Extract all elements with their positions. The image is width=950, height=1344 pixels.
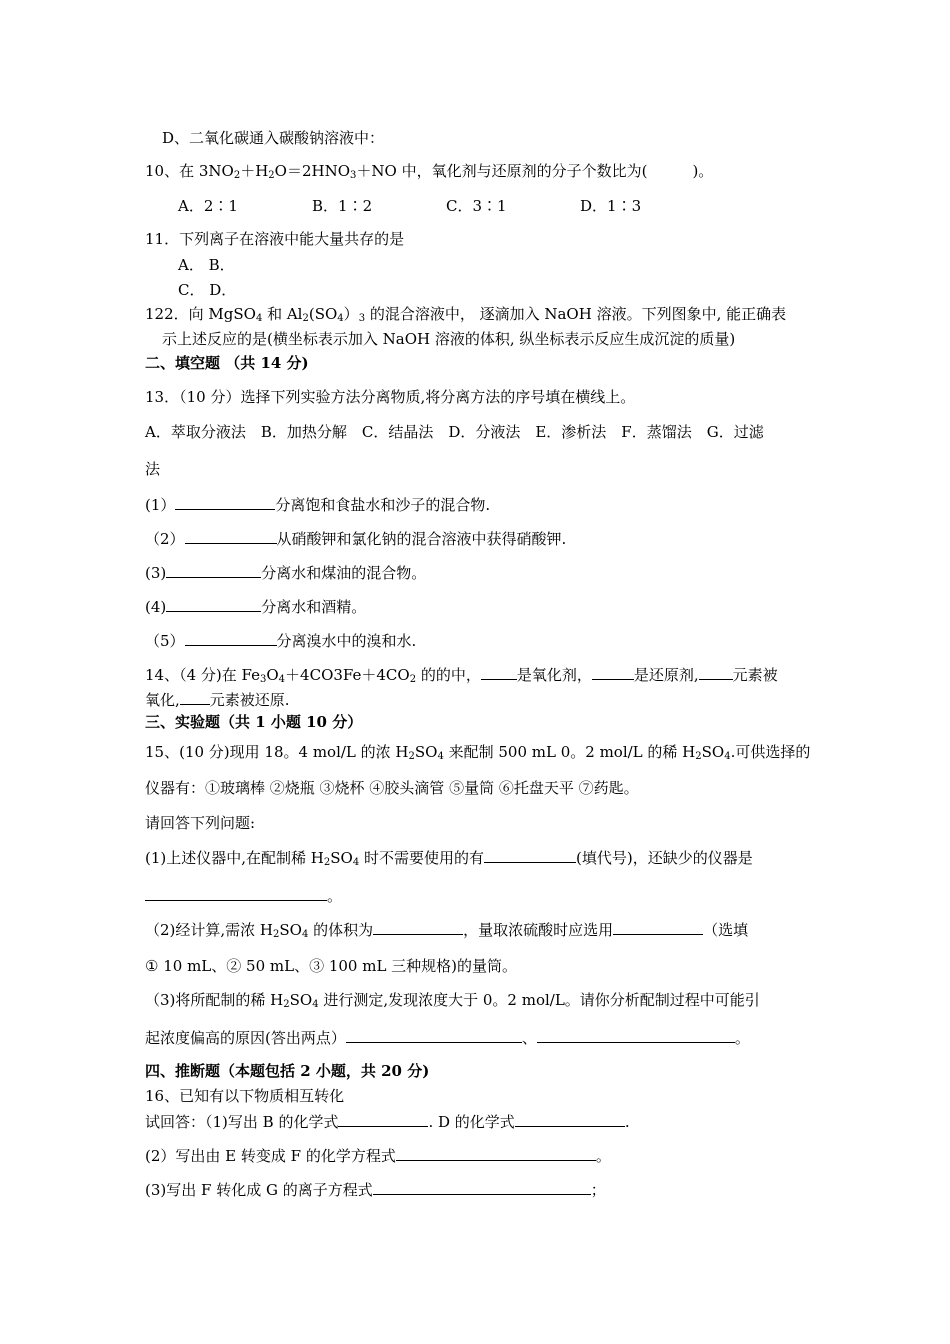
q15-p2-text-2: SO — [279, 921, 302, 939]
q15-text-3: 来配制 500 mL 0。2 mol/L 的稀 H — [443, 743, 696, 761]
q16-text-5: 。 — [595, 1147, 611, 1165]
q14-text-1: 14、（4 分)在 Fe — [145, 666, 260, 684]
q14-text-4: 的的中， — [416, 666, 481, 684]
q14-oxidized-element-blank[interactable] — [699, 664, 733, 680]
q15-p3-text-6: 。 — [734, 1029, 750, 1047]
q12-text-3: (SO — [308, 305, 338, 323]
q12-text-1: 122．向 MgSO — [145, 305, 256, 323]
q13-item-2-text: 从硝酸钾和氯化钠的混合溶液中获得硝酸钾. — [276, 530, 567, 548]
q13-answer-blank-2[interactable] — [185, 528, 277, 544]
q10-option-a: A．2∶1 — [178, 197, 238, 215]
q13-item-2-num: （2） — [145, 530, 185, 548]
q12-sub-1: 4 — [255, 313, 263, 324]
q14-text-6: 是还原剂, — [633, 666, 699, 684]
q10-text-4: ＋NO 中，氧化剂与还原剂的分子个数比为( )。 — [356, 162, 714, 180]
q14-sub-3: 2 — [409, 674, 417, 685]
q14-text-9: 元素被还原. — [209, 691, 290, 709]
q15-p1-text-3: 时不需要使用的有 — [359, 849, 484, 867]
q15-part1-line2 — [145, 885, 342, 906]
q14-text-5: 是氧化剂， — [516, 666, 592, 684]
q16-text-3: . — [624, 1113, 630, 1131]
q16-formula-d-blank[interactable] — [515, 1111, 625, 1127]
q16-text-2: . D 的化学式 — [428, 1113, 515, 1131]
q15-p1-text-4: (填代号)，还缺少的仪器是 — [575, 849, 753, 867]
q13-answer-blank-4[interactable] — [166, 596, 261, 612]
q12-text-5: 的混合溶液中， 逐滴加入 NaOH 溶液。下列图象中, 能正确表 — [365, 305, 787, 323]
q15-part3 — [145, 990, 760, 1010]
q13-stem: 13．（10 分）选择下列实验方法分离物质,将分离方法的序号填在横线上。 — [145, 388, 636, 406]
q15-cylinder-blank[interactable] — [613, 919, 703, 935]
q12-sub-4: 3 — [358, 313, 366, 324]
q15-volume-blank[interactable] — [373, 919, 463, 935]
q10-text-3: O＝2HNO — [274, 162, 351, 180]
q15-sub-1: 2 — [408, 751, 415, 762]
q14-text-7: 元素被 — [732, 666, 778, 684]
q11-options-cd: C． D． — [178, 281, 237, 299]
q11-options-ab: A． B． — [178, 256, 235, 274]
q16-text-1: 试回答：（1)写出 B 的化学式 — [145, 1113, 339, 1131]
q16-text-7: ； — [590, 1181, 606, 1199]
q15-p3-text-2: SO — [289, 991, 313, 1009]
q15-text-5: .可供选择的 — [730, 743, 811, 761]
section-2-heading: 二、填空题 （共 14 分) — [145, 354, 309, 372]
q16-equation-ef-blank[interactable] — [396, 1145, 596, 1161]
q13-item-4-text: 分离水和酒精。 — [261, 598, 367, 616]
q12-stem-line2: 示上述反应的是(横坐标表示加入 NaOH 溶液的体积, 纵坐标表示反应生成沉淀的质量) — [162, 330, 736, 348]
q15-p2-sub-2: 4 — [301, 929, 309, 940]
q10-text-1: 10、在 3NO — [145, 162, 234, 180]
q12-stem — [145, 304, 786, 324]
q13-item-2 — [145, 528, 566, 549]
q15-p3-text-5: 、 — [521, 1029, 537, 1047]
q15-sub-4: 4 — [724, 751, 731, 762]
q15-stem-line2: 仪器有：①玻璃棒 ②烧瓶 ③烧杯 ④胶头滴管 ⑤量筒 ⑥托盘天平 ⑦药匙。 — [145, 779, 639, 797]
q15-p2-text-5: （选填 — [703, 921, 749, 939]
q13-item-3-num: (3) — [145, 564, 167, 582]
q13-item-5-text: 分离溴水中的溴和水. — [276, 632, 417, 650]
q15-p1-sub-1: 2 — [323, 857, 331, 868]
q15-p3-sub-2: 4 — [312, 999, 319, 1010]
q15-part3-line2 — [145, 1027, 750, 1048]
q15-p3-text-4: 起浓度偏高的原因(答出两点） — [145, 1029, 346, 1047]
q10-stem — [145, 161, 713, 181]
q15-text-1: 15、(10 分)现用 18。4 mol/L 的浓 H — [145, 743, 409, 761]
q15-p3-sub-1: 2 — [283, 999, 290, 1010]
q10-option-d: D．1∶3 — [580, 197, 642, 215]
q13-methods-cont: 法 — [145, 460, 161, 478]
q14-sub-1: 3 — [259, 674, 267, 685]
q10-sub-3: 3 — [350, 170, 357, 181]
q15-p1-sub-2: 4 — [352, 857, 360, 868]
q14-text-2: O — [266, 666, 279, 684]
q13-item-4-num: (4) — [145, 598, 167, 616]
q15-text-4: SO — [701, 743, 725, 761]
q15-sub-2: 4 — [437, 751, 444, 762]
q15-p2-sub-1: 2 — [273, 929, 280, 940]
q14-line2 — [145, 689, 290, 710]
q14-reductant-blank[interactable] — [592, 664, 634, 680]
q13-item-1-text: 分离饱和食盐水和沙子的混合物. — [275, 496, 491, 514]
q13-item-3 — [145, 562, 426, 583]
q15-p2-text-4: ，量取浓硫酸时应选用 — [463, 921, 614, 939]
q10-sub-2: 2 — [268, 170, 275, 181]
q10-sub-1: 2 — [233, 170, 241, 181]
q15-unneeded-instruments-blank[interactable] — [484, 847, 576, 863]
q10-text-2: ＋H — [240, 162, 269, 180]
q16-text-4: (2）写出由 E 转变成 F 的化学方程式 — [145, 1147, 396, 1165]
q14-oxidant-blank[interactable] — [481, 664, 517, 680]
q14-sub-2: 4 — [278, 674, 286, 685]
q11-stem: 11．下列离子在溶液中能大量共存的是 — [145, 230, 405, 248]
q15-reason-1-blank[interactable] — [346, 1027, 522, 1043]
q13-item-3-text: 分离水和煤油的混合物。 — [261, 564, 427, 582]
q13-item-4 — [145, 596, 366, 617]
q15-p1-text-2: SO — [330, 849, 353, 867]
q15-part1 — [145, 847, 753, 868]
q15-p1-text-1: (1)上述仪器中,在配制稀 H — [145, 849, 324, 867]
q13-item-1-num: (1） — [145, 496, 176, 514]
q12-text-4: ） — [343, 305, 359, 323]
q15-missing-instrument-blank[interactable] — [145, 885, 327, 901]
q14-text-3: ＋4CO3Fe＋4CO — [285, 666, 410, 684]
q16-stem: 16、已知有以下物质相互转化 — [145, 1087, 345, 1105]
section-4-heading: 四、推断题（本题包括 2 小题，共 20 分) — [145, 1062, 430, 1080]
q12-sub-3: 4 — [337, 313, 344, 324]
q16-part2 — [145, 1145, 611, 1166]
q15-prompt: 请回答下列问题: — [145, 814, 256, 832]
q13-item-5 — [145, 630, 416, 651]
q15-part2-line2: ① 10 mL、② 50 mL、③ 100 mL 三种规格)的量筒。 — [145, 957, 518, 975]
q13-answer-blank-3[interactable] — [166, 562, 261, 578]
q13-answer-blank-1[interactable] — [175, 494, 275, 510]
q13-item-1 — [145, 494, 490, 515]
q14-text-8: 氧化, — [145, 691, 180, 709]
q13-methods: A．萃取分液法 B．加热分解 C．结晶法 D．分液法 E．渗析法 F．蒸馏法 G．过滤 — [145, 423, 764, 441]
q12-text-2: 和 Al — [262, 305, 303, 323]
q13-answer-blank-5[interactable] — [185, 630, 277, 646]
q15-p2-text-3: 的体积为 — [308, 921, 374, 939]
q14-stem — [145, 664, 778, 685]
q15-text-2: SO — [414, 743, 438, 761]
q15-p3-text-1: （3)将所配制的稀 H — [145, 991, 284, 1009]
q15-p2-text-1: （2)经计算,需浓 H — [145, 921, 274, 939]
q10-option-c: C．3∶1 — [446, 197, 507, 215]
q14-reduced-element-blank[interactable] — [180, 689, 210, 705]
q15-p1-text-5: 。 — [327, 887, 343, 905]
q16-ionic-equation-fg-blank[interactable] — [373, 1179, 591, 1195]
q15-reason-2-blank[interactable] — [537, 1027, 735, 1043]
q10-option-b: B．1∶2 — [312, 197, 373, 215]
section-3-heading: 三、实验题（共 1 小题 10 分） — [145, 713, 363, 731]
q13-item-5-num: （5） — [145, 632, 185, 650]
q16-formula-b-blank[interactable] — [338, 1111, 428, 1127]
q16-part1 — [145, 1111, 630, 1132]
q16-text-6: (3)写出 F 转化成 G 的离子方程式 — [145, 1181, 373, 1199]
q15-p3-text-3: 进行测定,发现浓度大于 0。2 mol/L。请你分析配制过程中可能引 — [318, 991, 760, 1009]
q15-sub-3: 2 — [695, 751, 702, 762]
q15-part2 — [145, 919, 748, 940]
q9-option-d: D、二氧化碳通入碳酸钠溶液中： — [162, 129, 385, 147]
q12-sub-2: 2 — [302, 313, 309, 324]
q16-part3 — [145, 1179, 606, 1200]
q15-stem-line1 — [145, 742, 810, 762]
